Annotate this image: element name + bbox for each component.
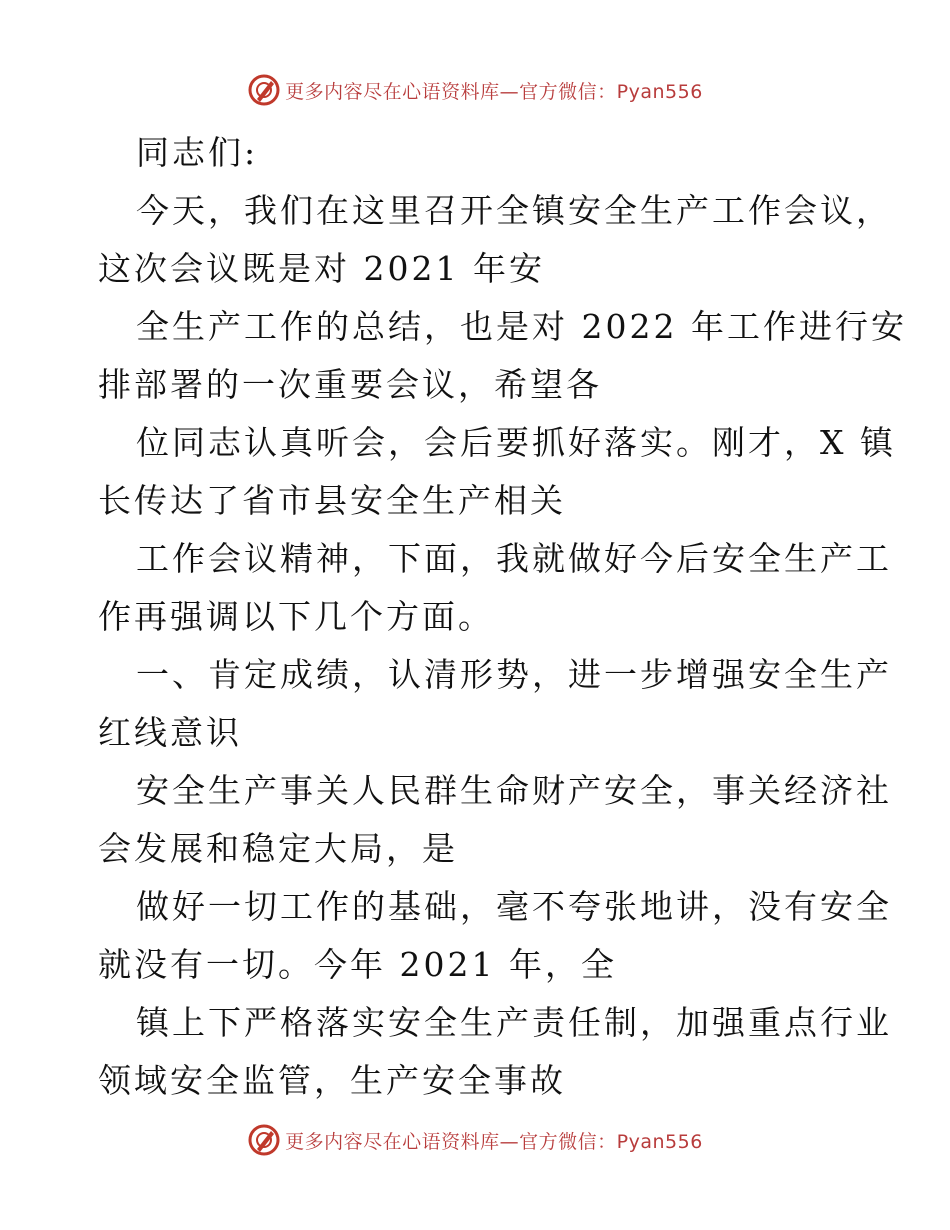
body-line: 这次会议既是对 2021 年安 — [98, 249, 545, 288]
body-line: 同志们: — [136, 133, 259, 172]
header-banner-text: 更多内容尽在心语资料库—官方微信：Pyan556 — [285, 80, 703, 103]
footer-banner-text: 更多内容尽在心语资料库—官方微信：Pyan556 — [285, 1130, 703, 1153]
body-line: 做好一切工作的基础，毫不夸张地讲，没有安全 — [136, 887, 892, 926]
body-line: 会发展和稳定大局，是 — [98, 829, 458, 868]
footer-banner — [0, 1120, 950, 1160]
body-line: 镇上下严格落实安全生产责任制，加强重点行业 — [136, 1003, 892, 1042]
body-line: 今天，我们在这里召开全镇安全生产工作会议， — [136, 191, 892, 230]
body-line: 位同志认真听会，会后要抓好落实。刚才，X 镇 — [136, 423, 896, 462]
body-line: 工作会议精神，下面，我就做好今后安全生产工 — [136, 539, 892, 578]
logo-icon — [247, 73, 281, 107]
body-line: 长传达了省市县安全生产相关 — [98, 481, 566, 520]
logo-icon — [247, 1123, 281, 1157]
body-line: 安全生产事关人民群生命财产安全，事关经济社 — [136, 771, 892, 810]
section-heading: 一、肯定成绩，认清形势，进一步增强安全生产 — [136, 655, 892, 694]
body-line: 全生产工作的总结，也是对 2022 年工作进行安 — [136, 307, 907, 346]
body-line: 作再强调以下几个方面。 — [98, 597, 494, 636]
body-line: 排部署的一次重要会议，希望各 — [98, 365, 602, 404]
body-line: 就没有一切。今年 2021 年，全 — [98, 945, 617, 984]
header-banner — [0, 70, 950, 110]
document-body — [98, 124, 907, 1110]
body-line: 领域安全监管，生产安全事故 — [98, 1061, 566, 1100]
section-heading-continued: 红线意识 — [98, 713, 242, 752]
